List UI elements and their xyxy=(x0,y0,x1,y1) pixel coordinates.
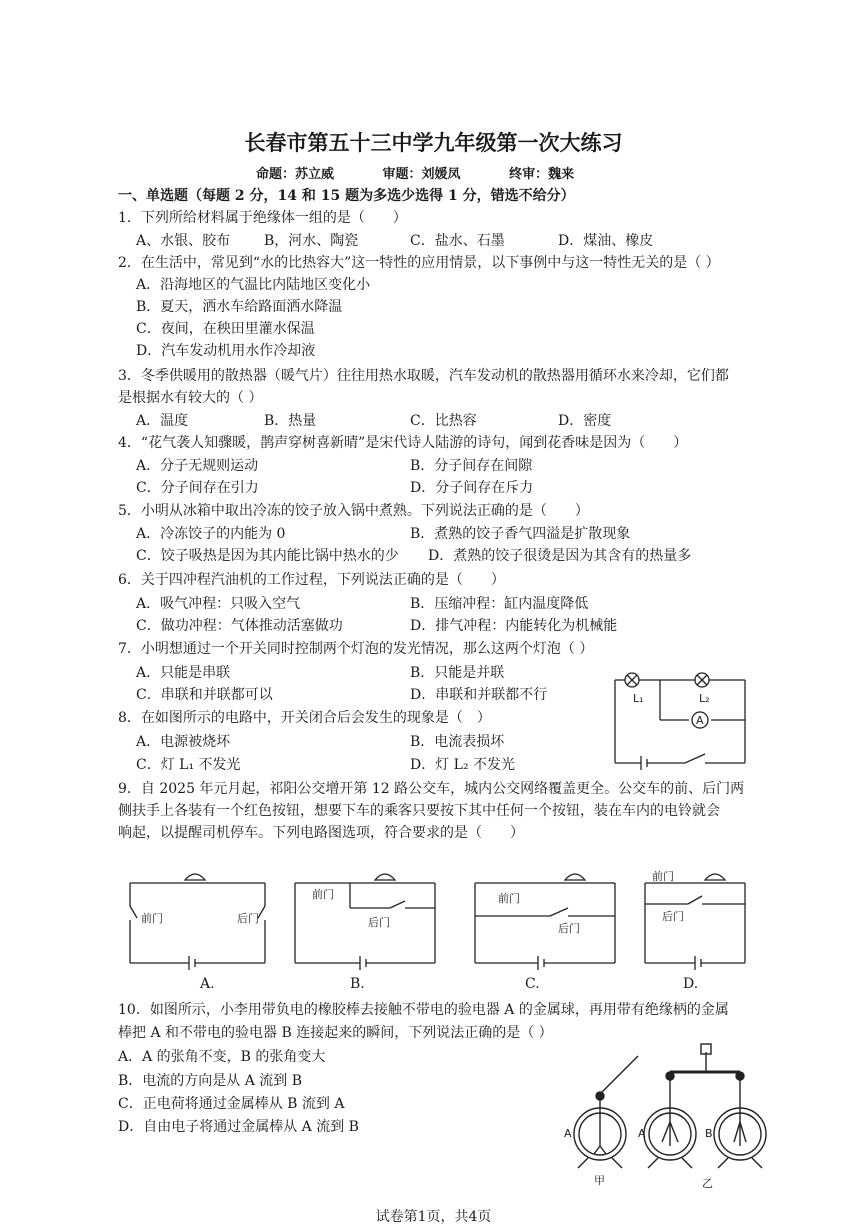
q9d-back-label: 后门 xyxy=(662,910,684,923)
bell-icon xyxy=(705,874,725,880)
author-shenti: 审题：刘媛凤 xyxy=(382,167,461,182)
q7-option-d: D．串联和并联都不行 xyxy=(410,687,548,703)
ammeter-label: A xyxy=(696,714,704,727)
l1-label: L₁ xyxy=(633,692,644,705)
q4-option-b: B．分子间存在间隙 xyxy=(410,458,533,474)
q2-option-b: B．夏天，洒水车给路面洒水降温 xyxy=(136,299,343,315)
q7-option-a: A．只能是串联 xyxy=(136,665,231,681)
q3-stem-1: 3．冬季供暖用的散热器（暖气片）往往用热水取暖，汽车发动机的散热器用循环水来冷却，它们都 xyxy=(118,368,729,384)
q8-option-d: D．灯 L₂ 不发光 xyxy=(410,757,516,773)
q2-stem: 2．在生活中，常见到“水的比热容大”这一特性的应用情景，以下事例中与这一特性无关的是（ ） xyxy=(118,255,720,271)
q6-option-d: D．排气冲程：内能转化为机械能 xyxy=(410,618,618,634)
q6-option-b: B．压缩冲程：缸内温度降低 xyxy=(410,596,589,612)
q10-label-a-yi: A xyxy=(638,1127,646,1140)
q2-option-a: A．沿海地区的气温比内陆地区变化小 xyxy=(136,277,371,293)
q3-stem-2: 是根据水有较大的（ ） xyxy=(118,390,263,406)
q5-option-b: B．煮熟的饺子香气四溢是扩散现象 xyxy=(410,526,631,542)
section-heading: 一、单选题（每题 2 分，14 和 15 题为多选少选得 1 分，错选不给分） xyxy=(118,188,575,204)
q9b-back-label: 后门 xyxy=(368,916,390,929)
q9a-back-label: 后门 xyxy=(237,912,259,925)
bell-icon xyxy=(375,874,395,880)
ammeter-icon xyxy=(692,712,708,728)
lamp-l2-icon xyxy=(695,673,709,687)
q1-option-d: D．煤油、橡皮 xyxy=(558,233,654,249)
q4-option-d: D．分子间存在斥力 xyxy=(410,480,534,496)
q10-stem-1: 10．如图所示，小李用带负电的橡胶棒去接触不带电的验电器 A 的金属球，再用带有绝缘柄的金属 xyxy=(118,1002,729,1018)
authors-line xyxy=(256,163,618,182)
lamp-l1-icon xyxy=(625,673,639,687)
q8-option-a: A．电源被烧坏 xyxy=(136,734,231,750)
q6-option-c: C．做功冲程：气体推动活塞做功 xyxy=(136,618,343,634)
page-footer: 试卷第1页，共4页 xyxy=(375,1209,492,1225)
q10-label-jia: 甲 xyxy=(594,1174,605,1187)
q1-stem: 1．下列所给材料属于绝缘体一组的是（ ） xyxy=(118,210,407,226)
q5-option-c: C．饺子吸热是因为其内能比锅中热水的少 xyxy=(136,548,399,564)
q10-option-b: B．电流的方向是从 A 流到 B xyxy=(118,1073,303,1089)
q9-caption-b: B. xyxy=(350,976,365,992)
q9a-front-label: 前门 xyxy=(141,912,163,925)
q3-option-d: D．密度 xyxy=(558,413,612,429)
q6-option-a: A．吸气冲程：只吸入空气 xyxy=(136,596,301,612)
q1-option-b: B，河水、陶瓷 xyxy=(264,233,359,249)
electroscope-a-icon xyxy=(574,1056,638,1168)
q9-circuit-d xyxy=(640,868,750,968)
q6-stem: 6．关于四冲程汽油机的工作过程，下列说法正确的是（ ） xyxy=(118,572,505,588)
q10-option-a: A．A 的张角不变，B 的张角变大 xyxy=(118,1049,326,1065)
q2-option-c: C．夜间，在秧田里灌水保温 xyxy=(136,321,315,337)
q9-stem-2: 侧扶手上各装有一个红色按钮，想要下车的乘客只要按下其中任何一个按钮，装在车内的电铃就会 xyxy=(118,803,720,819)
author-mingti: 命题：苏立威 xyxy=(256,167,335,182)
q3-option-b: B．热量 xyxy=(264,413,317,429)
q9-stem-1: 9．自 2025 年元月起，祁阳公交增开第 12 路公交车，城内公交网络覆盖更全。公交车的前、后门两 xyxy=(118,781,745,797)
q4-option-a: A．分子无规则运动 xyxy=(136,458,259,474)
q10-stem-2: 棒把 A 和不带电的验电器 B 连接起来的瞬间，下列说法正确的是（ ） xyxy=(118,1025,553,1041)
q1-option-a: A、水银、胶布 xyxy=(136,233,231,249)
q9-circuit-c xyxy=(470,868,620,968)
electroscope-b-icon xyxy=(714,1072,766,1168)
q10-option-d: D．自由电子将通过金属棒从 A 流到 B xyxy=(118,1119,359,1135)
q10-electroscope-figure xyxy=(560,1042,780,1192)
q10-label-yi: 乙 xyxy=(702,1177,713,1190)
bell-icon xyxy=(185,874,205,880)
author-zhongshen: 终审：魏来 xyxy=(509,167,575,182)
q8-circuit-diagram xyxy=(605,668,755,773)
q3-option-c: C．比热容 xyxy=(410,413,477,429)
q9-caption-c: C. xyxy=(525,976,540,992)
q9-caption-d: D. xyxy=(683,976,699,992)
q10-option-c: C．正电荷将通过金属棒从 B 流到 A xyxy=(118,1096,345,1112)
q5-option-d: D．煮熟的饺子很烫是因为其含有的热量多 xyxy=(428,548,692,564)
q9b-front-label: 前门 xyxy=(312,888,334,901)
q8-stem: 8．在如图所示的电路中，开关闭合后会发生的现象是（ ） xyxy=(118,710,491,726)
q9d-front-label: 前门 xyxy=(652,870,674,883)
q2-option-d: D．汽车发动机用水作冷却液 xyxy=(136,343,316,359)
electroscope-a2-icon xyxy=(644,1072,696,1168)
page-title: 长春市第五十三中学九年级第一次大练习 xyxy=(244,130,623,155)
q10-label-b-yi: B xyxy=(705,1127,713,1140)
q7-option-b: B．只能是并联 xyxy=(410,665,505,681)
q3-option-a: A．温度 xyxy=(136,413,189,429)
q8-option-c: C．灯 L₁ 不发光 xyxy=(136,757,241,773)
q9-stem-3: 响起，以提醒司机停车。下列电路图选项，符合要求的是（ ） xyxy=(118,825,524,841)
bell-icon xyxy=(565,874,585,880)
q7-option-c: C．串联和并联都可以 xyxy=(136,687,273,703)
q4-stem: 4．“花气袭人知骤暖，鹊声穿树喜新晴”是宋代诗人陆游的诗句，闻到花香味是因为（ ） xyxy=(118,435,688,451)
q9-circuit-a xyxy=(125,868,270,968)
q8-option-b: B．电流表损坏 xyxy=(410,734,505,750)
q9c-front-label: 前门 xyxy=(498,892,520,905)
q9-circuit-b xyxy=(290,868,440,968)
q9c-back-label: 后门 xyxy=(558,922,580,935)
q5-option-a: A．冷冻饺子的内能为 0 xyxy=(136,526,286,542)
q10-label-a-jia: A xyxy=(564,1127,572,1140)
q1-option-c: C．盐水、石墨 xyxy=(410,233,505,249)
q7-stem: 7．小明想通过一个开关同时控制两个灯泡的发光情况，那么这两个灯泡（ ） xyxy=(118,641,594,657)
q9-caption-a: A. xyxy=(200,976,215,992)
q4-option-c: C．分子间存在引力 xyxy=(136,480,259,496)
l2-label: L₂ xyxy=(699,692,710,705)
q5-stem: 5．小明从冰箱中取出冷冻的饺子放入锅中煮熟。下列说法正确的是（ ） xyxy=(118,503,589,519)
